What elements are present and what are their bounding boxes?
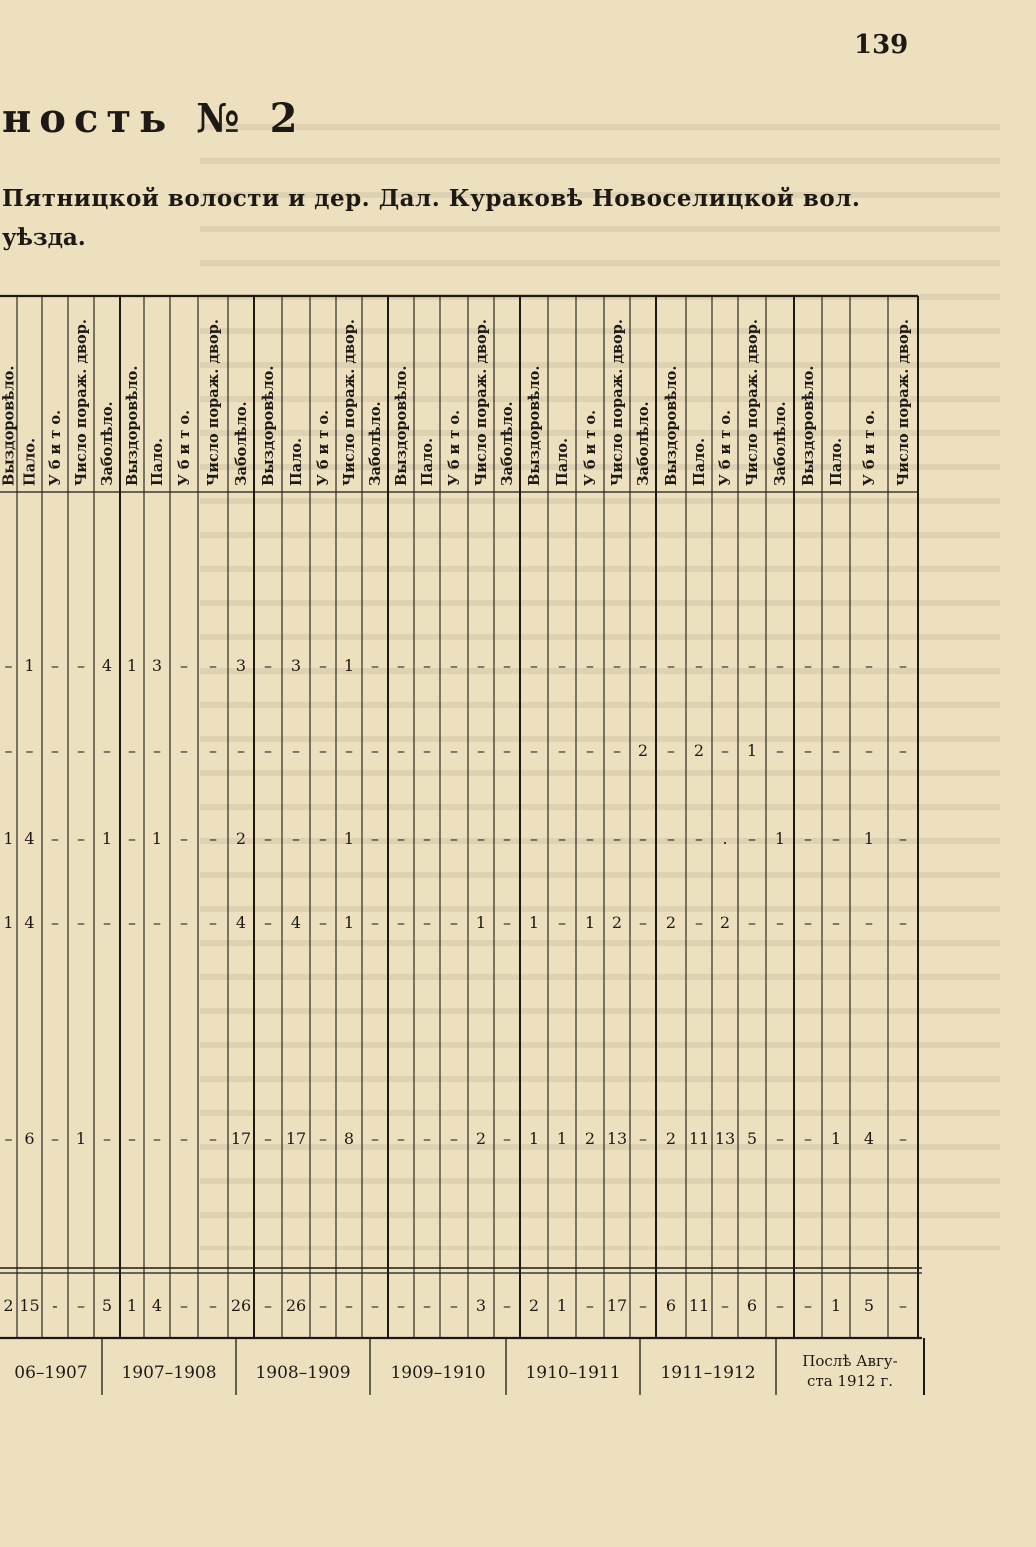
period-label: Послѣ Авгу-ста 1912 г.	[802, 1352, 898, 1390]
table-cell: 6	[24, 1129, 35, 1148]
table-cell: 1	[556, 1129, 568, 1148]
table-cell: 1	[3, 829, 14, 848]
table-cell: 1	[126, 656, 138, 675]
table-cell: 1	[584, 913, 596, 932]
table-cell: –	[371, 829, 379, 848]
totals-cell: 5	[101, 1296, 113, 1315]
column-header-31: Пало.	[828, 437, 845, 486]
column-header-21: Пало.	[554, 437, 571, 486]
table-cell: –	[77, 829, 85, 848]
table-cell: –	[639, 829, 647, 848]
table-cell: –	[319, 741, 327, 760]
totals-cell: –	[345, 1296, 353, 1315]
column-header-23: Число пораж. двор.	[609, 319, 626, 486]
table-cell: –	[319, 1129, 327, 1148]
table-cell: –	[832, 913, 840, 932]
table-cell: –	[776, 656, 784, 675]
page-heading: ность № 2	[2, 95, 306, 142]
table-cell: 2	[637, 741, 649, 760]
column-header-17: У б и т о.	[446, 409, 463, 486]
table-cell: –	[721, 741, 729, 760]
table-cell: –	[477, 741, 485, 760]
period-label: 1911–1912	[660, 1363, 756, 1383]
table-cell: 1	[75, 1129, 87, 1148]
totals-cell: 2	[528, 1296, 540, 1315]
table-cell: –	[77, 656, 85, 675]
totals-cell: 26	[230, 1296, 252, 1315]
column-header-27: У б и т о.	[717, 409, 734, 486]
table-cell: 2	[665, 1129, 677, 1148]
table-cell: –	[613, 741, 621, 760]
table-cell: –	[397, 829, 405, 848]
table-cell: –	[209, 829, 217, 848]
column-header-13: Число пораж. двор.	[341, 319, 358, 486]
table-cell: –	[77, 913, 85, 932]
table-cell: –	[695, 829, 703, 848]
table-cell: –	[667, 829, 675, 848]
table-cell: –	[613, 829, 621, 848]
period-label: 1907–1908	[121, 1363, 217, 1383]
table-cell: –	[477, 656, 485, 675]
table-cell: 2	[475, 1129, 487, 1148]
table-cell: 5	[746, 1129, 758, 1148]
column-header-26: Пало.	[691, 437, 708, 486]
column-header-19: Заболѣло.	[499, 401, 516, 486]
table-cell: –	[128, 913, 136, 932]
table-cell: –	[209, 913, 217, 932]
table-cell: 13	[714, 1129, 736, 1148]
table-cell: –	[639, 913, 647, 932]
table-cell: 3	[290, 656, 302, 675]
table-cell: –	[264, 829, 272, 848]
table-cell: –	[804, 741, 812, 760]
table-subtitle-line2: уѣзда.	[2, 224, 86, 251]
table-cell: –	[319, 656, 327, 675]
totals-cell: –	[503, 1296, 511, 1315]
table-cell: –	[264, 1129, 272, 1148]
table-cell: 1	[151, 829, 163, 848]
table-cell: –	[264, 656, 272, 675]
totals-cell: –	[776, 1296, 784, 1315]
totals-cell: –	[423, 1296, 431, 1315]
totals-cell: –	[371, 1296, 379, 1315]
table-cell: –	[667, 741, 675, 760]
table-cell: 2	[235, 829, 247, 848]
table-cell: 4	[290, 913, 302, 932]
table-cell: –	[558, 913, 566, 932]
table-cell: –	[128, 1129, 136, 1148]
table-cell: –	[103, 913, 111, 932]
totals-cell: 2	[3, 1296, 14, 1315]
table-cell: –	[865, 913, 873, 932]
table-cell: –	[804, 1129, 812, 1148]
table-cell: 2	[584, 1129, 596, 1148]
column-header-4: Заболѣло.	[99, 401, 116, 486]
totals-cell: -	[52, 1296, 58, 1315]
table-cell: –	[667, 656, 675, 675]
table-cell: 17	[285, 1129, 307, 1148]
table-cell: –	[776, 741, 784, 760]
table-cell: –	[530, 741, 538, 760]
period-label: 1909–1910	[390, 1363, 486, 1383]
table-cell: 2	[693, 741, 705, 760]
table-cell: –	[25, 741, 34, 760]
totals-cell: –	[721, 1296, 729, 1315]
totals-cell: 26	[285, 1296, 307, 1315]
table-cell: –	[180, 913, 188, 932]
table-cell: –	[423, 913, 431, 932]
column-header-33: Число пораж. двор.	[895, 319, 912, 486]
table-cell: –	[748, 829, 756, 848]
table-cell: –	[209, 1129, 217, 1148]
totals-cell: 3	[475, 1296, 487, 1315]
table-cell: –	[397, 656, 405, 675]
table-cell: –	[397, 741, 405, 760]
table-cell: –	[530, 829, 538, 848]
table-cell: –	[695, 913, 703, 932]
table-cell: –	[292, 829, 300, 848]
table-cell: –	[371, 1129, 379, 1148]
table-cell: 2	[719, 913, 731, 932]
table-cell: –	[423, 829, 431, 848]
table-cell: 2	[611, 913, 623, 932]
totals-cell: –	[450, 1296, 458, 1315]
table-cell: .	[722, 829, 728, 848]
table-cell: –	[804, 829, 812, 848]
table-cell: –	[558, 829, 566, 848]
column-header-18: Число пораж. двор.	[473, 319, 490, 486]
column-header-3: Число пораж. двор.	[73, 319, 90, 486]
table-cell: –	[4, 656, 13, 675]
table-cell: –	[613, 656, 621, 675]
table-cell: –	[103, 741, 111, 760]
table-cell: –	[503, 1129, 511, 1148]
table-cell: –	[423, 741, 431, 760]
table-cell: 17	[230, 1129, 252, 1148]
table-cell: –	[804, 913, 812, 932]
totals-cell: 4	[151, 1296, 163, 1315]
totals-cell: –	[586, 1296, 594, 1315]
column-header-5: Выздоровѣло.	[124, 365, 141, 486]
table-cell: –	[832, 829, 840, 848]
totals-cell: 11	[688, 1296, 710, 1315]
column-header-14: Заболѣло.	[367, 401, 384, 486]
totals-cell: –	[639, 1296, 647, 1315]
column-header-9: Заболѣло.	[233, 401, 250, 486]
totals-cell: 15	[19, 1296, 40, 1315]
table-cell: –	[695, 656, 703, 675]
column-header-15: Выздоровѣло.	[393, 365, 410, 486]
table-cell: –	[4, 741, 13, 760]
totals-cell: –	[899, 1296, 907, 1315]
table-cell: –	[423, 656, 431, 675]
table-cell: –	[721, 656, 729, 675]
page-number: 139	[854, 30, 909, 60]
table-cell: 1	[101, 829, 113, 848]
table-cell: –	[776, 913, 784, 932]
column-header-1: Пало.	[21, 437, 39, 486]
table-cell: –	[180, 1129, 188, 1148]
table-cell: –	[503, 913, 511, 932]
totals-cell: –	[77, 1296, 85, 1315]
table-cell: –	[153, 741, 161, 760]
table-cell: 1	[343, 829, 355, 848]
table-cell: 1	[830, 1129, 842, 1148]
totals-cell: 5	[863, 1296, 875, 1315]
table-cell: –	[128, 741, 136, 760]
totals-cell: –	[397, 1296, 405, 1315]
table-cell: –	[319, 913, 327, 932]
column-header-7: У б и т о.	[176, 409, 193, 486]
table-cell: –	[371, 913, 379, 932]
table-cell: –	[397, 1129, 405, 1148]
table-cell: 1	[746, 741, 758, 760]
table-cell: –	[899, 829, 907, 848]
table-cell: –	[51, 656, 59, 675]
table-cell: –	[558, 656, 566, 675]
table-cell: –	[180, 656, 188, 675]
table-cell: –	[264, 741, 272, 760]
table-subtitle-line1: Пятницкой волости и дер. Дал. Кураковѣ Новоселицкой вол.	[2, 185, 861, 212]
table-cell: –	[530, 656, 538, 675]
totals-cell: –	[319, 1296, 327, 1315]
table-cell: –	[865, 656, 873, 675]
table-cell: –	[450, 656, 458, 675]
column-header-25: Выздоровѣло.	[663, 365, 680, 486]
table-cell: –	[371, 656, 379, 675]
table-cell: 13	[606, 1129, 628, 1148]
table-cell: 1	[3, 913, 14, 932]
table-cell: –	[748, 913, 756, 932]
column-header-20: Выздоровѣло.	[526, 365, 543, 486]
table-cell: 4	[863, 1129, 875, 1148]
table-cell: 1	[343, 656, 355, 675]
table-cell: –	[264, 913, 272, 932]
table-cell: –	[639, 656, 647, 675]
totals-cell: 1	[556, 1296, 568, 1315]
table-cell: 1	[528, 913, 540, 932]
table-cell: –	[397, 913, 405, 932]
table-cell: –	[128, 829, 136, 848]
table-cell: –	[4, 1129, 13, 1148]
table-cell: –	[865, 741, 873, 760]
table-cell: –	[832, 656, 840, 675]
period-label: 1908–1909	[255, 1363, 351, 1383]
table-cell: –	[558, 741, 566, 760]
table-cell: 4	[235, 913, 247, 932]
table-cell: –	[209, 656, 217, 675]
column-header-32: У б и т о.	[861, 409, 878, 486]
table-cell: –	[292, 741, 300, 760]
totals-cell: –	[209, 1296, 217, 1315]
table-cell: –	[899, 913, 907, 932]
table-cell: –	[51, 829, 59, 848]
table-cell: –	[586, 741, 594, 760]
column-header-10: Выздоровѣло.	[260, 365, 277, 486]
table-cell: –	[77, 741, 85, 760]
totals-cell: 17	[606, 1296, 628, 1315]
table-cell: –	[748, 656, 756, 675]
column-header-12: У б и т о.	[315, 409, 332, 486]
table-cell: –	[899, 1129, 907, 1148]
table-cell: 1	[863, 829, 875, 848]
table-cell: –	[153, 913, 161, 932]
period-label: 06–1907	[14, 1363, 88, 1383]
table-cell: –	[450, 741, 458, 760]
column-header-16: Пало.	[419, 437, 436, 486]
column-header-22: У б и т о.	[582, 409, 599, 486]
table-cell: –	[450, 829, 458, 848]
totals-cell: 6	[665, 1296, 677, 1315]
table-cell: 1	[528, 1129, 540, 1148]
table-cell: 8	[343, 1129, 355, 1148]
table-cell: –	[899, 656, 907, 675]
table-cell: –	[804, 656, 812, 675]
table-cell: –	[586, 656, 594, 675]
column-header-2: У б и т о.	[47, 409, 64, 486]
table-cell: 1	[774, 829, 786, 848]
column-header-30: Выздоровѣло.	[800, 365, 817, 486]
column-header-8: Число пораж. двор.	[205, 319, 222, 486]
table-cell: 3	[151, 656, 163, 675]
column-header-24: Заболѣло.	[635, 401, 652, 486]
table-cell: 1	[343, 913, 355, 932]
totals-cell: –	[264, 1296, 272, 1315]
column-header-0: Выздоровѣло.	[0, 365, 18, 486]
table-cell: –	[639, 1129, 647, 1148]
totals-cell: 1	[126, 1296, 138, 1315]
column-header-29: Заболѣло.	[772, 401, 789, 486]
table-cell: –	[586, 829, 594, 848]
table-cell: –	[51, 913, 59, 932]
table-cell: 4	[101, 656, 113, 675]
table-cell: –	[450, 1129, 458, 1148]
table-cell: 2	[665, 913, 677, 932]
table-cell: –	[345, 741, 353, 760]
table-cell: 1	[475, 913, 487, 932]
table-cell: –	[103, 1129, 111, 1148]
table-cell: 11	[688, 1129, 710, 1148]
table-cell: –	[503, 741, 511, 760]
table-cell: –	[832, 741, 840, 760]
table-cell: –	[237, 741, 245, 760]
table-cell: –	[503, 656, 511, 675]
totals-cell: 6	[746, 1296, 758, 1315]
table-cell: –	[899, 741, 907, 760]
table-cell: 3	[235, 656, 247, 675]
table-cell: –	[153, 1129, 161, 1148]
table-cell: –	[776, 1129, 784, 1148]
column-header-11: Пало.	[288, 437, 305, 486]
table-cell: –	[450, 913, 458, 932]
table-cell: –	[319, 829, 327, 848]
table-cell: 4	[24, 829, 35, 848]
table-cell: 4	[24, 913, 35, 932]
column-header-28: Число пораж. двор.	[744, 319, 761, 486]
table-cell: –	[209, 741, 217, 760]
table-cell: –	[477, 829, 485, 848]
table-cell: –	[180, 741, 188, 760]
table-cell: 1	[24, 656, 35, 675]
table-cell: –	[51, 1129, 59, 1148]
table-cell: –	[180, 829, 188, 848]
column-header-6: Пало.	[149, 437, 166, 486]
totals-cell: –	[180, 1296, 188, 1315]
table-cell: –	[51, 741, 59, 760]
totals-cell: –	[804, 1296, 812, 1315]
table-cell: –	[503, 829, 511, 848]
totals-cell: 1	[830, 1296, 842, 1315]
table-cell: –	[371, 741, 379, 760]
table-cell: –	[423, 1129, 431, 1148]
period-label: 1910–1911	[525, 1363, 621, 1383]
